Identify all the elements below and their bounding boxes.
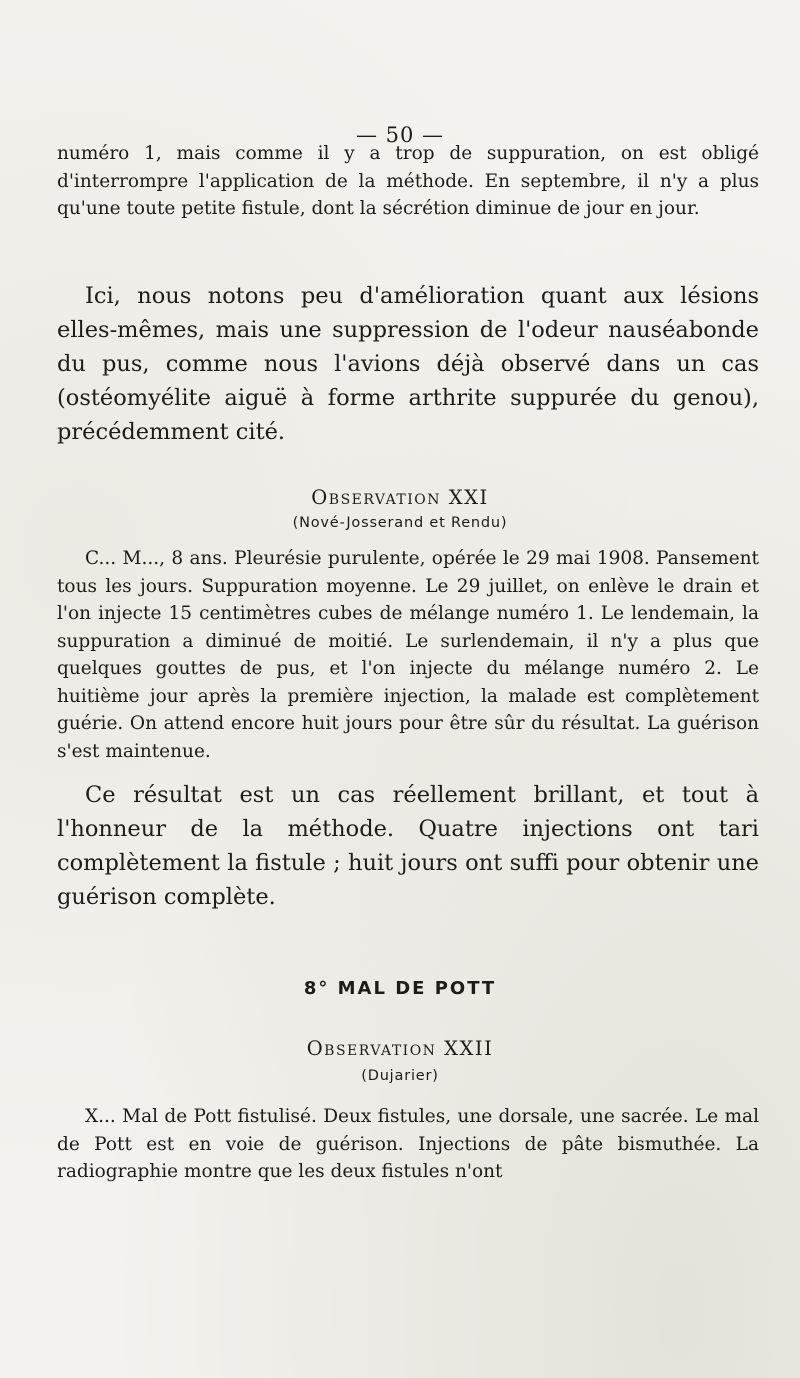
- observation-xxii-title: Observation XXII: [306, 1037, 494, 1060]
- observation-xxi-title: Observation XXI: [311, 486, 489, 509]
- observation-xxi-text: C... M..., 8 ans. Pleurésie purulente, opérée le 29 mai 1908. Pansement tous les jours. Suppuration moyenne. Le 29 juillet, on enlève le drain et l'on injecte 15 centimètres cubes de mélange numéro 1. Le lendemain, la suppuration a diminué de moitié. Le surlendemain, il n'y a plus que quelques gouttes de pus, et l'on injecte du mélange numéro 2. Le huitième jour après la première injection, la malade est complètement guérie. On attend encore huit jours pour être sûr du résultat. La guérison s'est maintenue.: [57, 548, 759, 762]
- paragraph-continuation: numéro 1, mais comme il y a trop de suppuration, on est obligé d'interrompre l'application de la méthode. En septembre, il n'y a plus qu'une toute petite fistule, dont la sécrétion diminue de jour en jour.: [57, 143, 759, 219]
- observation-xxi-authors: (Nové-Josserand et Rendu): [292, 515, 508, 531]
- paragraph-conclusion: Ce résultat est un cas réellement brillant, et tout à l'honneur de la méthode. Quatre injections ont tari complètement la fistule ; huit jours ont suffi pour obtenir une guérison complète.: [57, 782, 759, 910]
- page-number: — 50 —: [355, 123, 445, 147]
- observation-xxii-authors: (Dujarier): [361, 1068, 439, 1084]
- section-heading-mal-de-pott: 8° MAL DE POTT: [303, 978, 497, 999]
- observation-xxii-text: X... Mal de Pott fistulisé. Deux fistules, une dorsale, une sacrée. Le mal de Pott est en voie de guérison. Injections de pâte bismuthée. La radiographie montre que les deux fistules n'ont: [57, 1106, 759, 1182]
- paragraph-commentary: Ici, nous notons peu d'amélioration quant aux lésions elles-mêmes, mais une suppression de l'odeur nauséabonde du pus, comme nous l'avions déjà observé dans un cas (ostéomyélite aiguë à forme arthrite suppurée du genou), précédemment cité.: [57, 283, 759, 445]
